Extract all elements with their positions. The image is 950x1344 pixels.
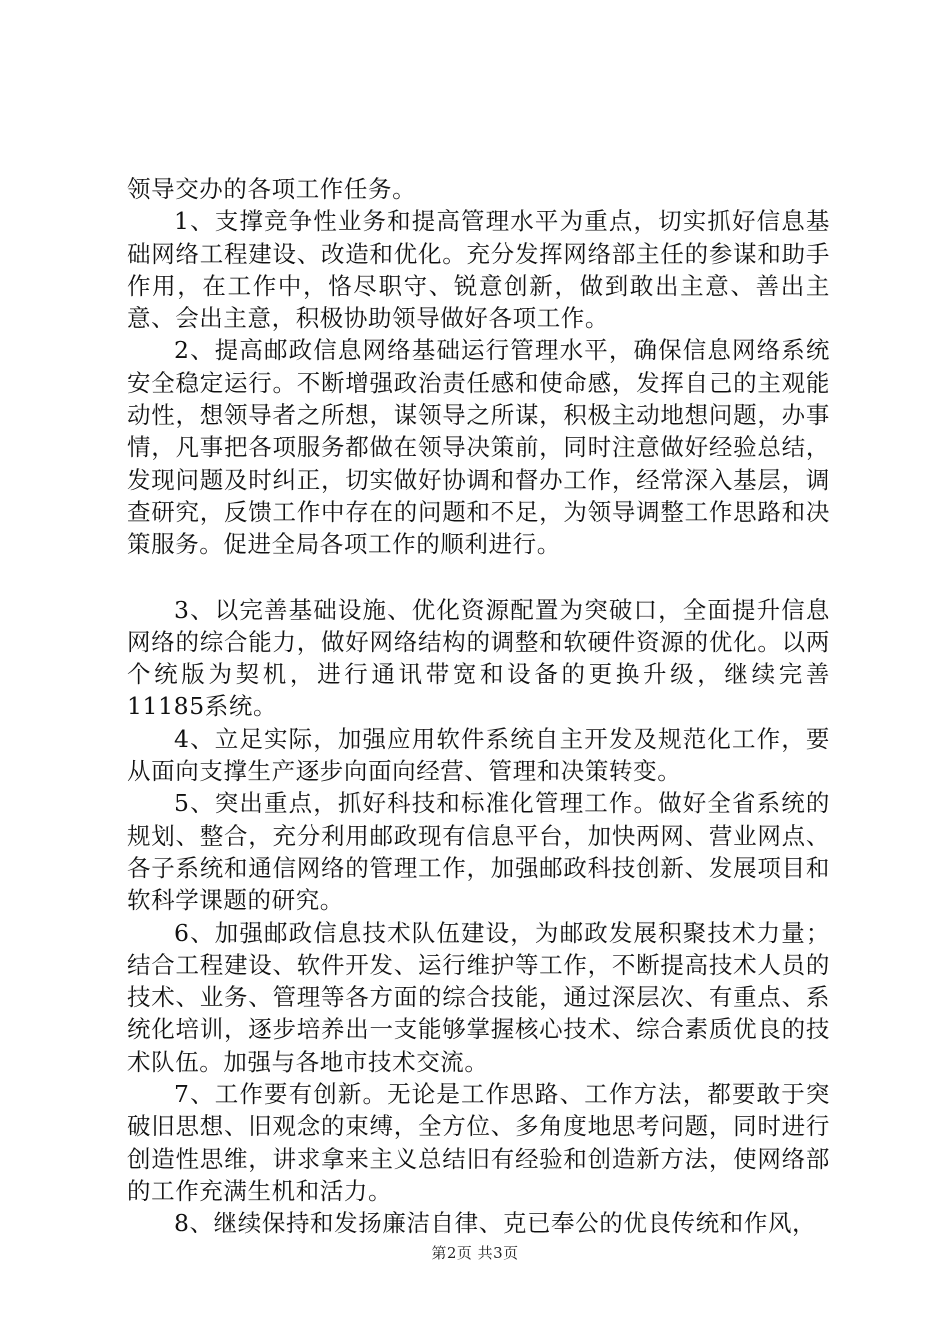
body-text [127, 173, 830, 1240]
paragraph-item-1: 1、支撑竞争性业务和提高管理水平为重点，切实抓好信息基础网络工程建设、改造和优化。充分发挥网络部主任的参谋和助手作用，在工作中，恪尽职守、锐意创新，做到敢出主意、善出主意、会出主意，积极协助领导做好各项工作。 [127, 207, 830, 333]
paragraph-item-3: 3、以完善基础设施、优化资源配置为突破口，全面提升信息网络的综合能力，做好网络结构的调整和软硬件资源的优化。以两个统版为契机，进行通讯带宽和设备的更换升级，继续完善11185系统。 [127, 595, 830, 721]
paragraph-item-7: 7、工作要有创新。无论是工作思路、工作方法，都要敢于突破旧思想、旧观念的束缚，全方位、多角度地思考问题，同时进行创造性思维，讲求拿来主义总结旧有经验和创造新方法，使网络部的工作充满生机和活力。 [127, 1080, 830, 1205]
paragraph-item-4: 4、立足实际，加强应用软件系统自主开发及规范化工作，要从面向支撑生产逐步向面向经营、管理和决策转变。 [127, 724, 830, 786]
paragraph-item-2: 2、提高邮政信息网络基础运行管理水平，确保信息网络系统安全稳定运行。不断增强政治责任感和使命感，发挥自己的主观能动性，想领导者之所想，谋领导之所谋，积极主动地想问题，办事情，凡事把各项服务都做在领导决策前，同时注意做好经验总结，发现问题及时纠正，切实做好协调和督办工作，经常深入基层，调查研究，反馈工作中存在的问题和不足，为领导调整工作思路和决策服务。促进全局各项工作的顺利进行。 [127, 336, 830, 559]
page-number-label: 第2页 共3页 [431, 1244, 519, 1262]
paragraph-item-5: 5、突出重点，抓好科技和标准化管理工作。做好全省系统的规划、整合，充分利用邮政现有信息平台，加快两网、营业网点、各子系统和通信网络的管理工作，加强邮政科技创新、发展项目和软科学课题的研究。 [127, 789, 830, 915]
page-footer [0, 1242, 950, 1263]
paragraph-item-8: 8、继续保持和发扬廉洁自律、克已奉公的优良传统和作风， [174, 1209, 817, 1238]
paragraph-continuation: 领导交办的各项工作任务。 [127, 175, 417, 203]
paragraph-item-6: 6、加强邮政信息技术队伍建设，为邮政发展积聚技术力量；结合工程建设、软件开发、运行维护等工作，不断提高技术人员的技术、业务、管理等各方面的综合技能，通过深层次、有重点、系统化培训，逐步培养出一支能够掌握核心技术、综合素质优良的技术队伍。加强与各地市技术交流。 [127, 918, 830, 1076]
